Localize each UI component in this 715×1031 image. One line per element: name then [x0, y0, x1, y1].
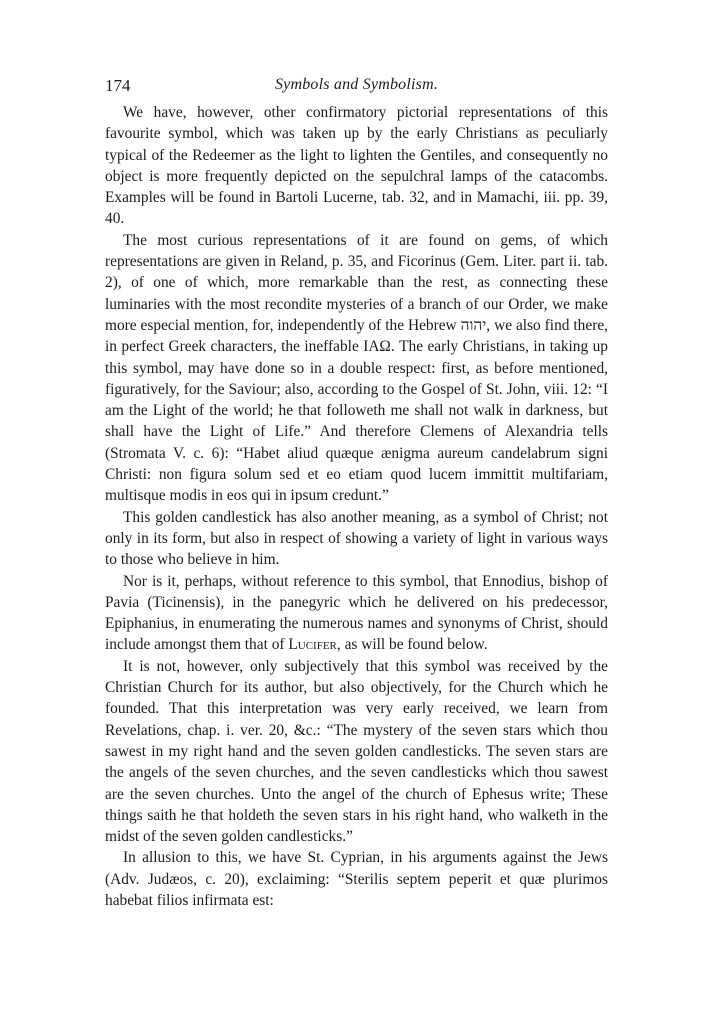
paragraph: The most curious representations of it are found on gems, of which representations are given in Reland, p. 35, and Ficorinus (Gem. Liter. part ii. tab. 2), of one of which, more remarkable than the rest, as connecting these luminaries with the most recondite mysteries of a branch of our Order, we make more especial mention, for, independently of the Hebrew יהוה, we also find there, in perfect Greek characters, the ineffable ΙΑΩ. The early Christians, in taking up this symbol, may have done so in a double respect: first, as before mentioned, figuratively, for the Saviour; also, according to the Gospel of St. John, viii. 12: “I am the Light of the world; he that followeth me shall not walk in darkness, but shall have the Light of Life.” And therefore Clemens of Alexandria tells (Stromata V. c. 6): “Habet aliud quæque ænigma aureum candelabrum signi Christi: non figura solum sed et eo etiam quod lucem immittit multifariam, multisque modis in eos qui in ipsum credunt.”: [105, 231, 608, 505]
paragraph-text: Nor is it, perhaps, without reference to this symbol, that Ennodius, bishop of Pavia (Ticinensis), in the panegyric which he delivered on his predecessor, Epiphanius, in enumerating the numerous names and synonyms of Christ, should include amongst them that of: [105, 572, 608, 654]
running-header: [105, 76, 608, 102]
running-title: Symbols and Symbolism.: [274, 76, 439, 93]
paragraph: This golden candlestick has also another meaning, as a symbol of Christ; not only in its form, but also in respect of showing a variety of light in various ways to those who believe in him.: [105, 508, 608, 569]
paragraph-text: , as will be found below.: [336, 636, 488, 654]
book-page: [105, 76, 608, 911]
page-number: 174: [105, 76, 131, 95]
paragraph: In allusion to this, we have St. Cyprian, in his arguments against the Jews (Adv. Judæos, c. 20), exclaiming: “Sterilis septem peperit et quæ plurimos habebat filios infirmata est:: [105, 849, 608, 909]
body-text: [105, 102, 608, 911]
small-caps-term: Lucifer: [288, 636, 337, 654]
paragraph: We have, however, other confirmatory pictorial representations of this favourite symbol, which was taken up by the early Christians as peculiarly typical of the Redeemer as the light to lighten the Gentiles, and consequently no object is more frequently depicted on the sepulchral lamps of the catacombs. Examples will be found in Bartoli Lucerne, tab. 32, and in Mamachi, iii. pp. 39, 40.: [105, 104, 608, 228]
paragraph: [105, 571, 608, 656]
paragraph: It is not, however, only subjectively that this symbol was received by the Christian Church for its author, but also objectively, for the Church which he founded. That this interpretation was very early received, we learn from Revelations, chap. i. ver. 20, &c.: “The mystery of the seven stars which thou sawest in my right hand and the seven golden candlesticks. The seven stars are the angels of the seven churches, and the seven candlesticks which thou sawest are the seven churches. Unto the angel of the church of Ephesus write; These things saith he that holdeth the seven stars in his right hand, who walketh in the midst of the seven golden candlesticks.”: [105, 657, 608, 846]
